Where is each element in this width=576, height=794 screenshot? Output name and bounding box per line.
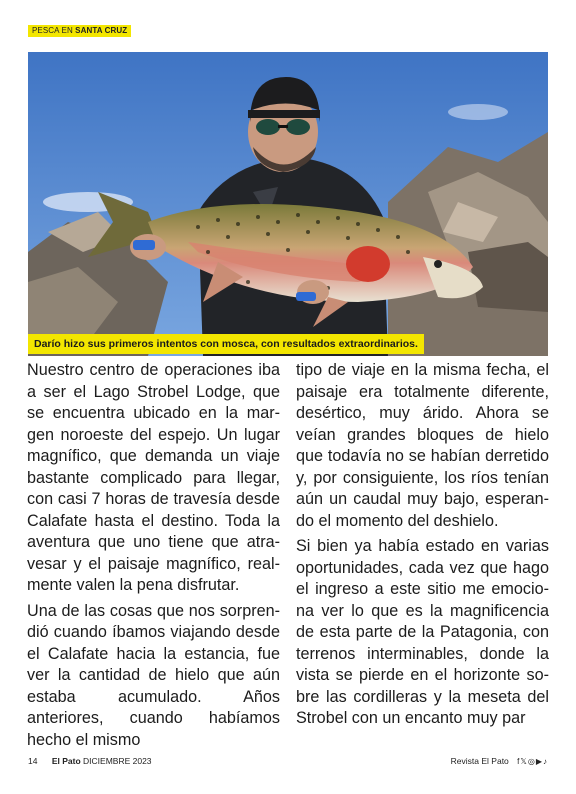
paragraph: Una de las cosas que nos sorprendió cuando íbamos viajando desde el Calafate hacia la estancia, fue ver la cantidad de hielo que aún estaba acumulado. Años anteriores, cuando habíamos hecho el mismo [27, 601, 280, 749]
magazine-name: El Pato [51, 756, 81, 766]
footer-magazine-label: Revista El Pato [450, 756, 509, 766]
paragraph: Si bien ya había estado en varias oportunidades, cada vez que hago el ingreso a este sitio me emociona ver lo que es la magnificencia de esta parte de la Patagonia, con terrenos interminables, donde la vista se pierde en el horizonte sobre las cordilleras y la meseta del Strobel con un encanto muy par [296, 537, 549, 727]
issue-date: DICIEMBRE 2023 [83, 756, 152, 766]
facebook-icon: f [517, 757, 521, 766]
section-place: SANTA CRUZ [75, 26, 128, 35]
page-number: 14 [28, 756, 38, 766]
angler-trout-photo [28, 52, 548, 356]
section-tag [28, 25, 131, 37]
section-prefix: PESCA EN [32, 26, 76, 35]
paragraph: Nuestro centro de operaciones iba a ser el Lago Strobel Lodge, que se encuentra ubicado en la margen noroeste del espejo. Un lugar magnífico, que demanda un viaje bastante complicado para llegar, con casi 7 horas de travesía desde Calafate hasta el destino. Toda la aventura que uno tiene que atravesar y el paisaje magnífico, realmente valen la pena disfrutar. [27, 361, 280, 594]
instagram-icon: ◎ [527, 757, 536, 766]
article-column-left [27, 360, 280, 751]
youtube-icon: ▶ [535, 757, 543, 766]
tiktok-icon: ♪ [543, 757, 548, 766]
photo-caption: Darío hizo sus primeros intentos con mosca, con resultados extraordinarios. [28, 334, 424, 354]
social-icons [517, 757, 548, 766]
paragraph: tipo de viaje en la misma fecha, el paisaje era totalmente diferente, desértico, muy árido. Ahora se veían grandes bloques de hielo que todavía no se habían derretido y, por consiguiente, los ríos tenían aún un caudal muy bajo, esperando el momento del deshielo. [296, 361, 549, 530]
page-footer [28, 755, 548, 767]
x-icon: 𝕏 [520, 757, 528, 766]
article-column-right [296, 360, 549, 730]
